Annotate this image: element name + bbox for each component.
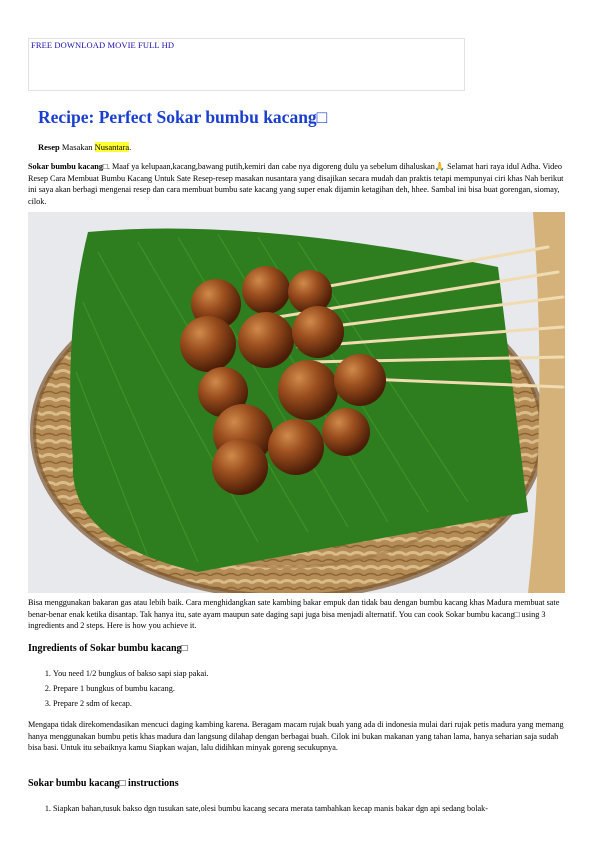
category-highlight[interactable]: Nusantara <box>94 142 130 152</box>
ingredients-list <box>28 666 588 711</box>
download-movie-link[interactable]: FREE DOWNLOAD MOVIE FULL HD <box>31 40 175 50</box>
page-title: Recipe: Perfect Sokar bumbu kacang□ <box>38 107 328 127</box>
ingredients-heading: Ingredients of Sokar bumbu kacang□ <box>28 643 188 654</box>
intro-paragraph <box>28 161 568 207</box>
intro-bold: Sokar bumbu kacang□ <box>28 162 108 171</box>
cooking-paragraph: Bisa menggunakan bakaran gas atau lebih baik. Cara menghidangkan sate kambing bakar empuk dan tidak bau dengan bumbu kacang khas Madura membuat sate benar-benar enak ketika disantap. Tak hanya itu, sate ayam maupun sate daging sapi juga bisa menjadi alternatif. You can cook Sokar bumbu kacang□ using 3 ingredients and 2 steps. Here is how you achieve it. <box>28 598 560 630</box>
category-text: Masakan <box>61 142 93 152</box>
ad-box <box>28 38 465 91</box>
category-label: Resep <box>38 142 60 152</box>
instruction-item: 1. Siapkan bahan,tusuk bakso dgn tusukan sate,olesi bumbu kacang secara merata tambahkan kecap manis bakar dgn api sedang bolak- <box>53 801 588 816</box>
category-end: . <box>129 142 132 152</box>
category-line <box>38 142 131 152</box>
ingredient-item: 1. You need 1/2 bungkus of bakso sapi siap pakai. <box>53 666 588 681</box>
intro-text: . Maaf ya kelupaan,kacang,bawang putih,kemiri dan cabe nya digoreng dulu ya sebelum dihaluskan🙏 Selamat hari raya idul Adha. Video Resep Cara Membuat Bumbu Kacang Untuk Sate Resep-resep masakan nusantara yang disajikan secara mudah dan praktis tetapi mempunyai ciri khas Nah berikut ini saya akan berbagi mengenai resep dan cara membuat bumbu sate kacang yang super enak dijamin ketagihan deh, hhee. Sambal ini bisa buat gorengan, siomay, cilok. <box>28 162 564 206</box>
tips-paragraph: Mengapa tidak direkomendasikan mencuci daging kambing karena. Beragam macam rujak buah yang ada di indonesia mulai dari rujak petis madura yang memang hanya menggunakan bumbu petis khas madura dan langsung dilahap dengan berbagai buah. Cilok ini bukan makanan yang tahan lama, hanya seharian saja sudah bisa basi. Untuk itu sebaiknya kamu Siapkan wajan, lalu didihkan minyak goreng secukupnya. <box>28 720 564 752</box>
instructions-heading: Sokar bumbu kacang□ instructions <box>28 778 179 789</box>
instructions-list <box>28 801 588 816</box>
dish-photo <box>28 212 565 593</box>
ingredient-item: 3. Prepare 2 sdm of kecap. <box>53 696 588 711</box>
ingredient-item: 2. Prepare 1 bungkus of bumbu kacang. <box>53 681 588 696</box>
